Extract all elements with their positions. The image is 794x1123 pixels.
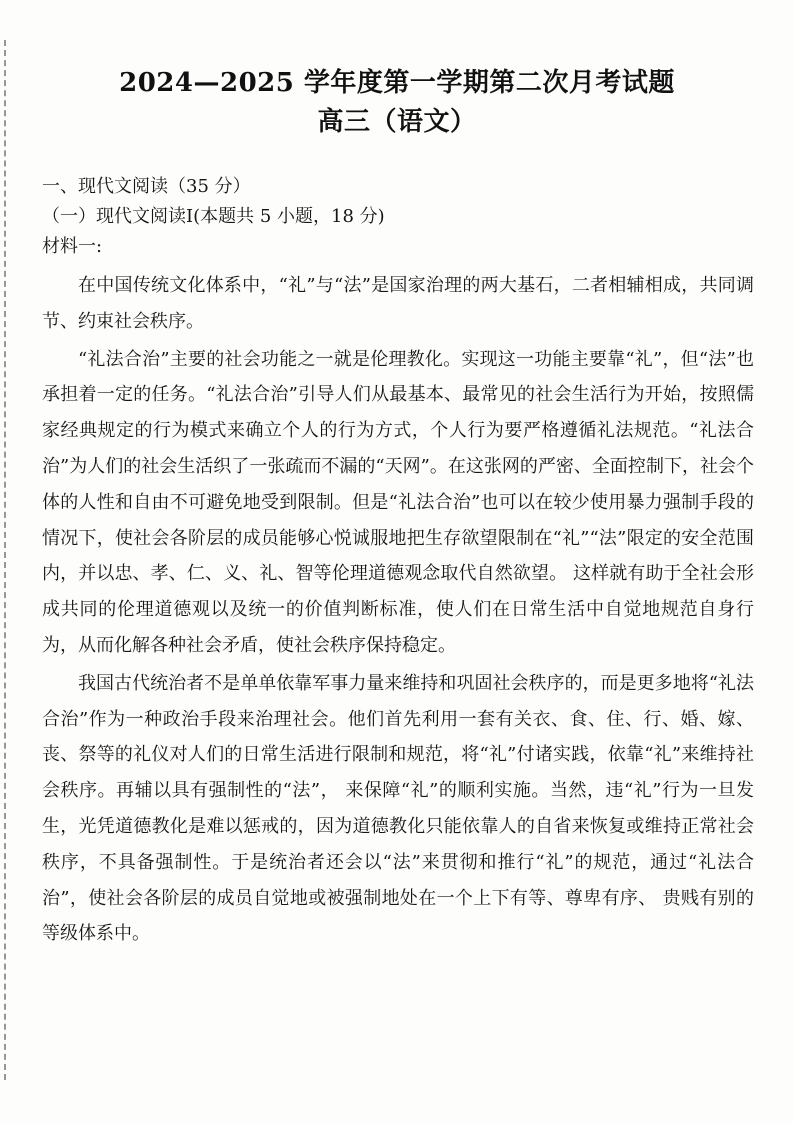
- paragraph-1: 在中国传统文化体系中，“礼”与“法”是国家治理的两大基石，二者相辅相成，共同调节、约束社会秩序。: [42, 275, 754, 332]
- binding-dashed-line: [4, 40, 6, 1080]
- paragraph-3: 我国古代统治者不是单单依靠军事力量来维持和巩固社会秩序的，而是更多地将“礼法合治”作为一种政治手段来治理社会。他们首先利用一套有关衣、食、住、行、婚、嫁、丧、祭等的礼仪对人们的日常生活进行限制和规范，将“礼”付诸实践，依靠“礼”来维持社会秩序。再辅以具有强制性的“法”， 来保障“礼”的顺利实施。当然，违“礼”行为一旦发生，光凭道德教化是难以惩戒的，因为道德教化只能依靠人的自省来恢复或维持正常社会秩序，不具备强制性。于是统治者还会以“法”来贯彻和推行“礼”的规范，通过“礼法合治”，使社会各阶层的成员自觉地或被强制地处在一个上下有等、尊卑有序、 贵贱有别的等级体系中。: [42, 672, 754, 945]
- exam-title: 2024—2025 学年度第一学期第二次月考试题: [119, 68, 675, 98]
- exam-content: [42, 172, 754, 952]
- section-heading: 一、现代文阅读（35 分）: [42, 176, 251, 197]
- paragraph-2: “礼法合治”主要的社会功能之一就是伦理教化。实现这一功能主要靠“礼”，但“法”也承担着一定的任务。“礼法合治”引导人们从最基本、最常见的社会生活行为开始，按照儒家经典规定的行为模式来确立个人的行为方式，个人行为要严格遵循礼法规范。“礼法合治”为人们的社会生活织了一张疏而不漏的“天网”。在这张网的严密、全面控制下，社会个体的人性和自由不可避免地受到限制。但是“礼法合治”也可以在较少使用暴力强制手段的情况下，使社会各阶层的成员能够心悦诚服地把生存欲望限制在“礼”“法”限定的安全范围内，并以忠、孝、仁、义、礼、智等伦理道德观念取代自然欲望。 这样就有助于全社会形成共同的伦理道德观以及统一的价值判断标准，使人们在日常生活中自觉地规范自身行为，从而化解各种社会矛盾，使社会秩序保持稳定。: [42, 348, 754, 656]
- material-label: 材料一:: [42, 236, 103, 257]
- exam-subtitle: 高三（语文）: [317, 107, 477, 137]
- section-subheading: （一）现代文阅读Ⅰ(本题共 5 小题，18 分): [42, 206, 385, 227]
